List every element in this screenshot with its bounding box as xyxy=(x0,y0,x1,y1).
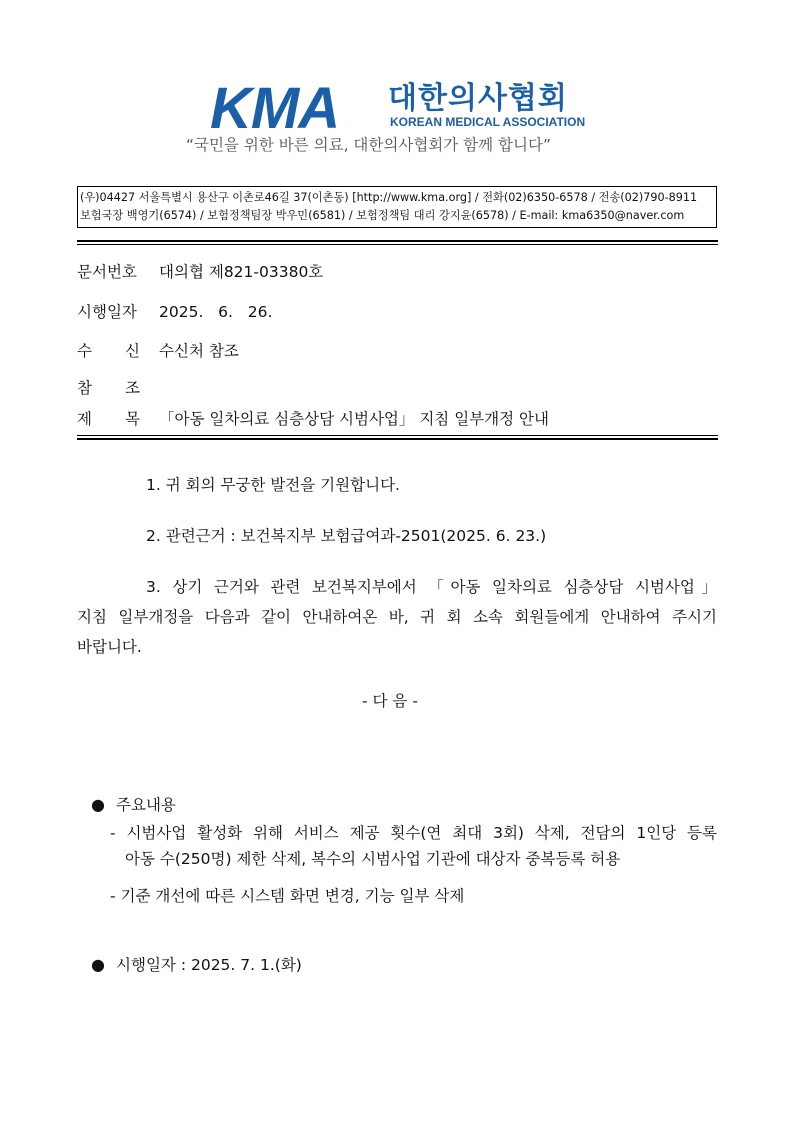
kma-logo-letters: KMA xyxy=(210,76,340,141)
subject-label-1: 제 xyxy=(77,410,92,428)
body-item-1: 1. 귀 회의 무궁한 발전을 기원합니다. xyxy=(146,476,400,494)
body-item-3-line-3: 바랍니다. xyxy=(77,638,142,656)
kma-logo-english-name: KOREAN MEDICAL ASSOCIATION xyxy=(390,115,586,129)
doc-number: 대의협 제821-03380호 xyxy=(159,263,324,281)
issue-date: 2025. 6. 26. xyxy=(159,303,273,321)
contact-staff-line: 보험국장 백영기(6574) / 보험정책팀장 박우민(6581) / 보험정책팀 대리 강지윤(6578) / E-mail: kma6350@naver.com xyxy=(80,209,685,222)
recipient: 수신처 참조 xyxy=(159,342,239,360)
effective-date: 시행일자 : 2025. 7. 1.(화) xyxy=(116,956,302,974)
contact-address-line: (우)04427 서울특별시 용산구 이촌로46길 37(이촌동) [http://www.kma.org] / 전화(02)6350-6578 / 전송(02)790-8911 xyxy=(80,191,698,204)
subject: 「아동 일차의료 심층상담 시범사업」 지침 일부개정 안내 xyxy=(159,410,549,428)
doc-number-label: 문서번호 xyxy=(77,263,137,281)
main-content-item-1-line-2: 아동 수(250명) 제한 삭제, 복수의 시범사업 기관에 대상자 중복등록 허용 xyxy=(125,850,621,868)
next-heading: - 다 음 - xyxy=(362,692,418,710)
main-content-title: 주요내용 xyxy=(116,796,176,814)
main-content-item-2: - 기준 개선에 따른 시스템 화면 변경, 기능 일부 삭제 xyxy=(110,887,465,905)
recipient-label-1: 수 xyxy=(77,342,92,360)
body-item-2: 2. 관련근거 : 보건복지부 보험급여과-2501(2025. 6. 23.) xyxy=(146,527,547,545)
recipient-label-2: 신 xyxy=(125,342,140,360)
reference-label-1: 참 xyxy=(77,379,92,397)
body-item-3-line-1: 3. 상기 근거와 관련 보건복지부에서 「아동 일차의료 심층상담 시범사업」 xyxy=(146,578,717,596)
reference-label-2: 조 xyxy=(125,379,140,397)
subject-label-2: 목 xyxy=(125,410,140,428)
date-label: 시행일자 xyxy=(77,303,137,321)
body-item-3-line-2: 지침 일부개정을 다음과 같이 안내하여온 바, 귀 회 소속 회원들에게 안내하여 주시기 xyxy=(77,608,717,626)
slogan: “국민을 위한 바른 의료, 대한의사협회가 함께 합니다” xyxy=(186,136,551,154)
main-content-item-1-line-1: - 시범사업 활성화 위해 서비스 제공 횟수(연 최대 3회) 삭제, 전담의 1인당 등록 xyxy=(110,824,717,842)
bullet-icon: ● xyxy=(91,795,105,814)
bullet-icon: ● xyxy=(91,955,105,974)
header-divider-thin xyxy=(77,244,718,245)
subject-divider-thick xyxy=(77,438,718,440)
kma-logo-korean-name: 대한의사협회 xyxy=(388,81,568,116)
subject-divider-thin xyxy=(77,435,718,436)
header-divider-thick xyxy=(77,240,718,242)
